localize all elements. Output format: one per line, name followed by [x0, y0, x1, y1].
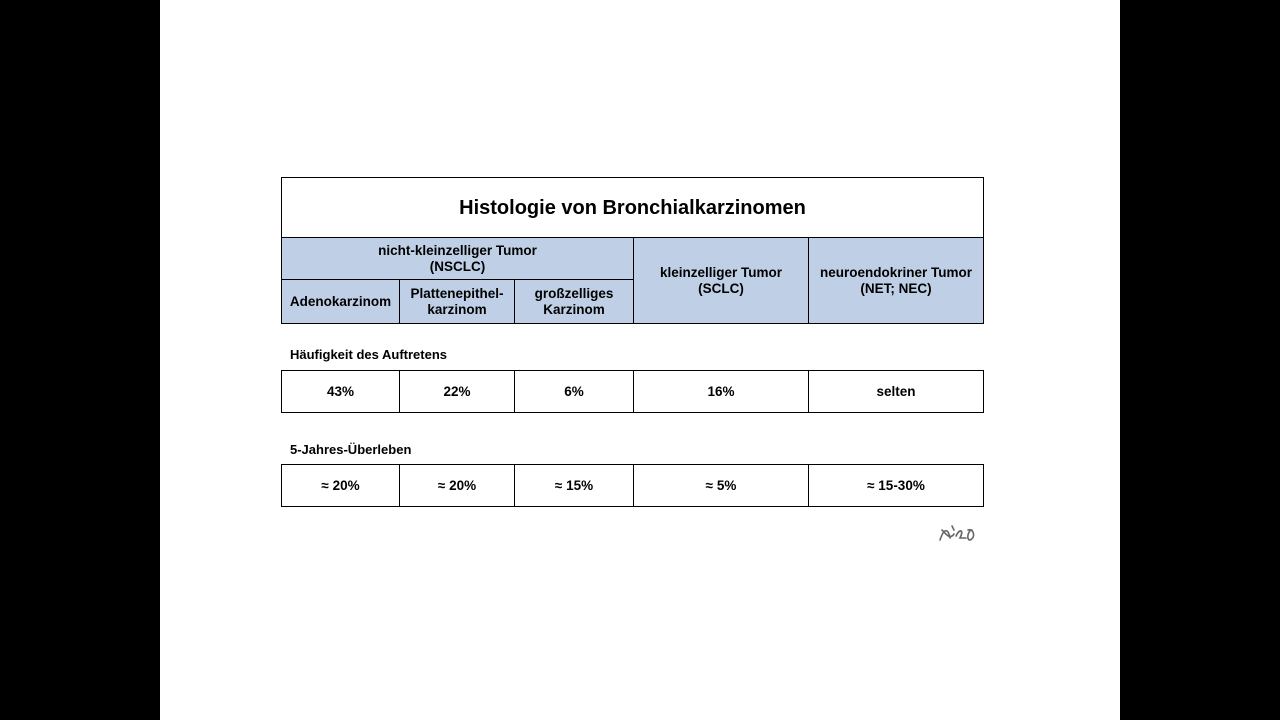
squamous-line2: karzinom [427, 301, 487, 317]
large-cell-line2: Karzinom [543, 301, 605, 317]
frequency-squamous: 22% [400, 371, 515, 413]
nsclc-group-header [282, 238, 634, 280]
survival-large-cell: ≈ 15% [515, 465, 634, 507]
survival-net: ≈ 15-30% [809, 465, 984, 507]
frequency-table [281, 370, 984, 413]
survival-squamous: ≈ 20% [400, 465, 515, 507]
large-cell-carcinoma-header [515, 280, 634, 324]
survival-sclc: ≈ 5% [634, 465, 809, 507]
squamous-line1: Plattenepithel- [410, 285, 504, 301]
sclc-header [634, 238, 809, 324]
large-cell-line1: großzelliges [534, 285, 614, 301]
page-title: Histologie von Bronchialkarzinomen [282, 178, 984, 238]
adenocarcinoma-header: Adenokarzinom [282, 280, 400, 324]
net-name: neuroendokriner Tumor [819, 264, 972, 280]
histology-header-table [281, 177, 984, 324]
frequency-net: selten [809, 371, 984, 413]
survival-table [281, 464, 984, 507]
slide [160, 0, 1120, 720]
nsclc-group-abbr: (NSCLC) [429, 258, 486, 274]
frequency-adeno: 43% [282, 371, 400, 413]
sclc-abbr: (SCLC) [698, 280, 744, 296]
frequency-label: Häufigkeit des Auftretens [290, 347, 447, 362]
net-abbr: (NET; NEC) [860, 280, 932, 296]
survival-label: 5-Jahres-Überleben [290, 442, 412, 457]
net-header [809, 238, 984, 324]
frequency-large-cell: 6% [515, 371, 634, 413]
frequency-sclc: 16% [634, 371, 809, 413]
sclc-name: kleinzelliger Tumor [659, 264, 783, 280]
signature-mark [938, 520, 980, 546]
survival-row [282, 465, 984, 507]
survival-adeno: ≈ 20% [282, 465, 400, 507]
nsclc-group-name: nicht-kleinzelliger Tumor [378, 242, 537, 258]
frequency-row [282, 371, 984, 413]
squamous-carcinoma-header [400, 280, 515, 324]
